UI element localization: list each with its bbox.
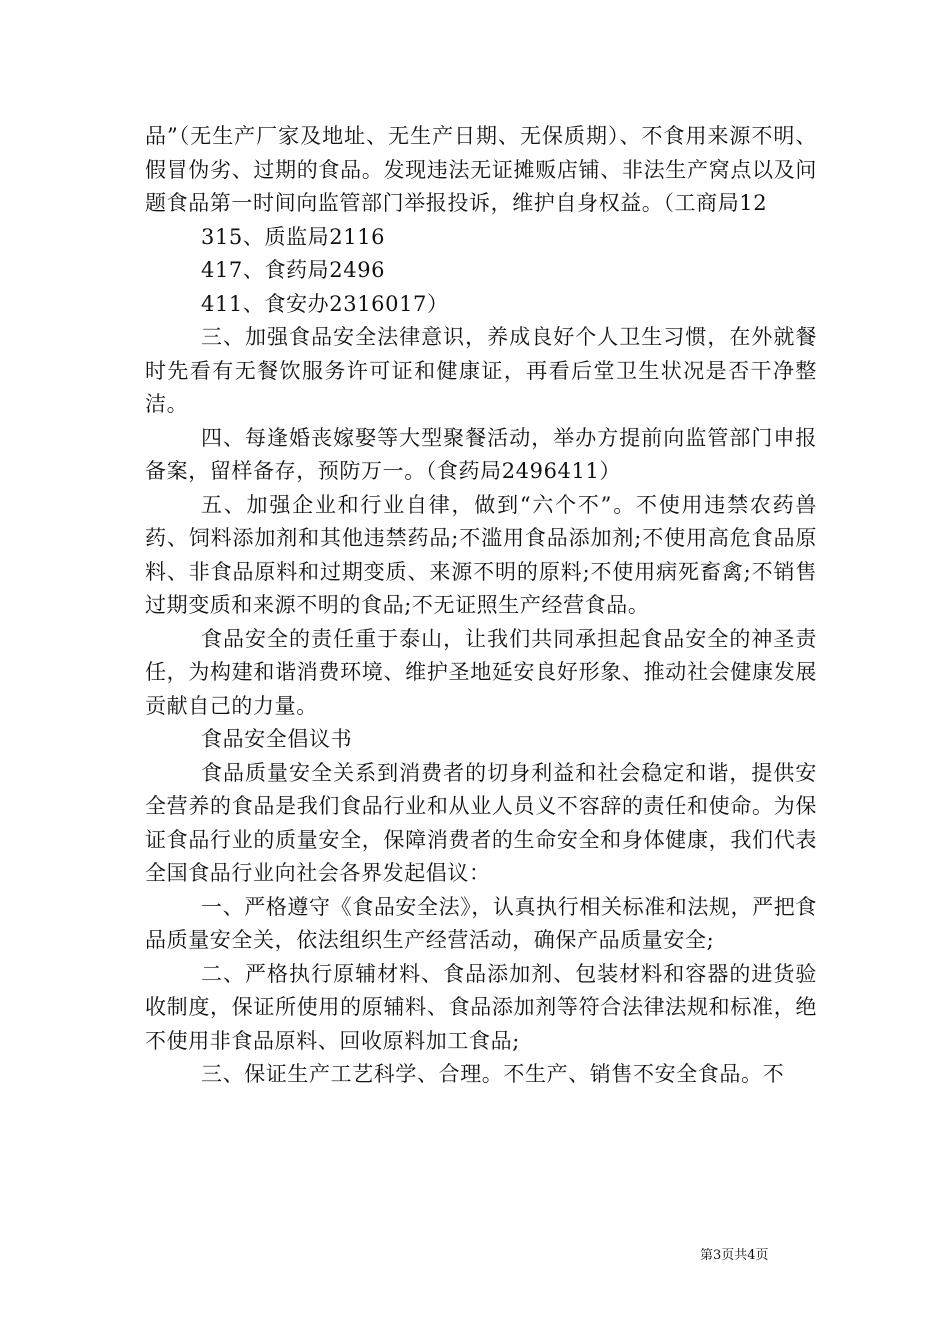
paragraph: 三、保证生产工艺科学、合理。不生产、销售不安全食品。不 (201, 1062, 785, 1086)
paragraph: 三、加强食品安全法律意识，养成良好个人卫生习惯，在外就餐时先看有无餐饮服务许可证和健康证，再看后堂卫生状况是否干净整洁。 (145, 325, 817, 416)
document-body (145, 120, 817, 1092)
paragraph: 五、加强企业和行业自律，做到“六个不”。不使用违禁农药兽药、饲料添加剂和其他违禁药品;不滥用食品添加剂;不使用高危食品原料、非食品原料和过期变质、来源不明的原料;不使用病死畜禽;不销售过期变质和来源不明的食品;不无证照生产经营食品。 (145, 492, 817, 617)
paragraph: 四、每逢婚丧嫁娶等大型聚餐活动，举办方提前向监管部门申报备案，留样备存，预防万一。（食药局2496411） (145, 425, 817, 483)
paragraph: 417、食药局2496 (201, 258, 386, 282)
paragraph: 二、严格执行原辅材料、食品添加剂、包装材料和容器的进货验收制度，保证所使用的原辅料、食品添加剂等符合法律法规和标准，绝不使用非食品原料、回收原料加工食品; (145, 961, 817, 1053)
section-heading: 食品安全倡议书 (201, 727, 353, 751)
page-number-footer: 第3页共4页 (700, 1248, 769, 1263)
paragraph: 食品安全的责任重于泰山，让我们共同承担起食品安全的神圣责任，为构建和谐消费环境、维护圣地延安良好形象、推动社会健康发展贡献自己的力量。 (145, 626, 817, 718)
paragraph: 品”（无生产厂家及地址、无生产日期、无保质期）、不食用来源不明、假冒伪劣、过期的食品。发现违法无证摊贩店铺、非法生产窝点以及问题食品第一时间向监管部门举报投诉，维护自身权益。（工商局12 (145, 124, 817, 215)
paragraph: 一、严格遵守《食品安全法》，认真执行相关标准和法规，严把食品质量安全关，依法组织生产经营活动，确保产品质量安全; (145, 894, 817, 952)
paragraph: 315、质监局2116 (201, 224, 386, 249)
paragraph: 411、食安办2316017） (201, 291, 449, 316)
paragraph: 食品质量安全关系到消费者的切身利益和社会稳定和谐，提供安全营养的食品是我们食品行业和从业人员义不容辞的责任和使命。为保证食品行业的质量安全，保障消费者的生命安全和身体健康，我们代表全国食品行业向社会各界发起倡议： (145, 760, 817, 885)
